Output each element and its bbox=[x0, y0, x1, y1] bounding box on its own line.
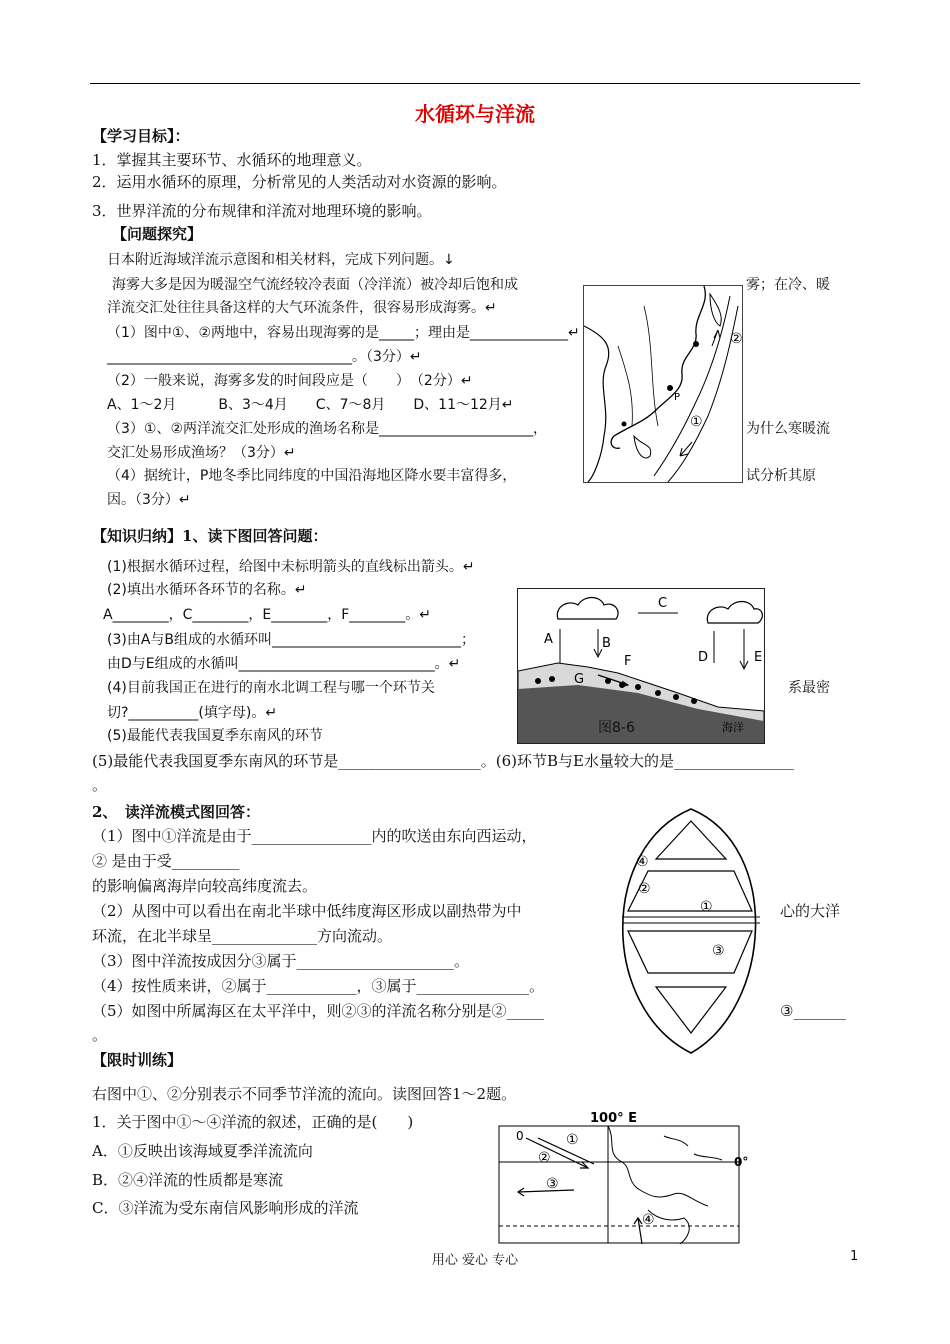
objective-3: 3．世界洋流的分布规律和洋流对地理环境的影响。 bbox=[92, 202, 432, 220]
pattern-label-2: ② bbox=[638, 881, 651, 897]
indian-ocean-svg bbox=[498, 1110, 758, 1244]
knowledge-line: (4)目前我国正在进行的南水北调工程与哪一个环节关 bbox=[107, 680, 435, 696]
wc-label-b: B bbox=[602, 636, 611, 651]
knowledge-right: 系最密 bbox=[788, 680, 830, 696]
knowledge-line: (2)填出水循环各环节的名称。↵ bbox=[107, 582, 307, 598]
current-pattern-svg bbox=[612, 807, 770, 1055]
page-number: 1 bbox=[850, 1249, 859, 1264]
objectives-heading: 【学习目标】： bbox=[92, 127, 190, 145]
knowledge-line: 切?__________(填字母)。↵ bbox=[107, 705, 278, 721]
japan-currents-map bbox=[583, 285, 743, 483]
figure-caption: 图8-6 bbox=[598, 720, 635, 736]
explore-line: （1）图中①、②两地中，容易出现海雾的是_____；理由是______________↵ bbox=[107, 325, 580, 341]
currents-line: （2）从图中可以看出在南北半球中低纬度海区形成以副热带为中 bbox=[92, 902, 522, 920]
explore-heading: 【问题探究】 bbox=[112, 225, 203, 243]
explore-line: 因。（3分）↵ bbox=[107, 492, 191, 508]
explore-line: 洋流交汇处往往具备这样的大气环流条件，很容易形成海雾。↵ bbox=[107, 300, 497, 316]
knowledge-heading: 【知识归纳】1、读下图回答问题： bbox=[92, 527, 328, 545]
map-zero: 0 bbox=[516, 1129, 524, 1143]
map-label-2: ② bbox=[730, 331, 742, 347]
knowledge-line: (1)根据水循环过程，给图中未标明箭头的直线标出箭头。↵ bbox=[107, 559, 475, 575]
explore-line: ___________________________________。（3分）↵ bbox=[107, 349, 422, 365]
currents-line: （4）按性质来讲，②属于____________，③属于_______________。 bbox=[92, 977, 545, 995]
page-footer: 用心 爱心 专心 bbox=[431, 1253, 519, 1268]
training-heading: 【限时训练】 bbox=[92, 1051, 183, 1069]
pattern-label-4: ④ bbox=[636, 854, 649, 870]
training-line: A．①反映出该海域夏季洋流流向 bbox=[92, 1142, 313, 1160]
explore-line: A、1～2月 B、3～4月 C、7～8月 D、11～12月↵ bbox=[107, 397, 514, 413]
knowledge-line: (5)最能代表我国夏季东南风的环节是___________________。(6)环节B与E水量较大的是________________ bbox=[92, 752, 794, 770]
currents-line: （1）图中①洋流是由于________________内的吹送由东向西运动， bbox=[92, 827, 537, 845]
explore-line: 交汇处易形成渔场？（3分）↵ bbox=[107, 445, 296, 461]
knowledge-line: (5)最能代表我国夏季东南风的环节 bbox=[107, 728, 323, 744]
currents-right: 心的大洋 bbox=[780, 902, 841, 920]
currents-line: （5）如图中所属海区在太平洋中，则②③的洋流名称分别是②_____ bbox=[92, 1002, 545, 1020]
wc-label-f: F bbox=[624, 654, 632, 669]
knowledge-line: (3)由A与B组成的水循环叫___________________________； bbox=[107, 632, 476, 648]
pattern-label-1: ① bbox=[700, 899, 713, 915]
currents-line: 。 bbox=[92, 1026, 108, 1044]
wc-label-e: E bbox=[754, 650, 763, 665]
indian-ocean-map bbox=[498, 1110, 758, 1244]
japan-map-svg bbox=[584, 286, 742, 482]
wc-label-g: G bbox=[574, 672, 585, 687]
header-rule bbox=[90, 83, 860, 84]
training-line: 1．关于图中①～④洋流的叙述，正确的是( ) bbox=[92, 1113, 414, 1131]
water-cycle-figure bbox=[517, 588, 765, 744]
currents-line: 环流，在北半球呈______________方向流动。 bbox=[92, 927, 393, 945]
knowledge-line: A________，C________，E________，F________。↵ bbox=[103, 607, 431, 623]
ocean-label-1: ① bbox=[566, 1132, 579, 1148]
explore-line: （2）一般来说，海雾多发的时间段应是（ ） （2分）↵ bbox=[107, 373, 473, 389]
currents-line: ② 是由于受_________ bbox=[92, 852, 240, 870]
map-label-p: P bbox=[674, 392, 681, 403]
explore-line: 海雾大多是因为暖湿空气流经较冷表面（冷洋流）被冷却后饱和成 bbox=[112, 277, 518, 293]
currents-line: （3）图中洋流按成因分③属于_____________________。 bbox=[92, 952, 470, 970]
explore-line: （4）据统计，P地冬季比同纬度的中国沿海地区降水要丰富得多， bbox=[107, 468, 517, 484]
explore-right: 为什么寒暖流 bbox=[746, 421, 830, 437]
wc-label-a: A bbox=[544, 632, 553, 647]
explore-right: 试分析其原 bbox=[746, 468, 816, 484]
ocean-label-4: ④ bbox=[642, 1212, 655, 1228]
explore-line: 日本附近海域洋流示意图和相关材料，完成下列问题。↓ bbox=[107, 252, 455, 268]
map-label-1: ① bbox=[690, 414, 703, 430]
current-pattern-diagram bbox=[612, 807, 770, 1055]
training-line: 右图中①、②分别表示不同季节洋流的流向。读图回答1～2题。 bbox=[92, 1085, 517, 1103]
knowledge-line: 。 bbox=[92, 776, 108, 794]
wc-label-d: D bbox=[698, 650, 709, 665]
page-title: 水循环与洋流 bbox=[415, 102, 535, 126]
water-cycle-svg bbox=[518, 589, 764, 743]
currents-right: ③_______ bbox=[780, 1002, 846, 1020]
currents-line: 的影响偏离海岸向较高纬度流去。 bbox=[92, 877, 318, 895]
training-line: C．③洋流为受东南信风影响形成的洋流 bbox=[92, 1199, 359, 1217]
objective-1: 1．掌握其主要环节、水循环的地理意义。 bbox=[92, 151, 372, 169]
currents-heading: 2、 读洋流模式图回答： bbox=[92, 803, 260, 821]
ocean-label-3: ③ bbox=[546, 1176, 559, 1192]
knowledge-line: 由D与E组成的水循叫____________________________。↵ bbox=[107, 656, 461, 672]
explore-line: （3）①、②两洋流交汇处形成的渔场名称是______________________， bbox=[107, 421, 548, 437]
explore-right: 雾；在冷、暖 bbox=[746, 277, 830, 293]
ocean-label-2: ② bbox=[538, 1150, 551, 1166]
wc-label-sea: 海洋 bbox=[722, 721, 744, 734]
map-longitude: 100° E bbox=[590, 1111, 638, 1126]
map-equator: 0° bbox=[734, 1155, 749, 1169]
objective-2: 2．运用水循环的原理，分析常见的人类活动对水资源的影响。 bbox=[92, 173, 507, 191]
training-line: B．②④洋流的性质都是寒流 bbox=[92, 1171, 284, 1189]
wc-label-c: C bbox=[658, 596, 668, 611]
pattern-label-3: ③ bbox=[712, 943, 725, 959]
